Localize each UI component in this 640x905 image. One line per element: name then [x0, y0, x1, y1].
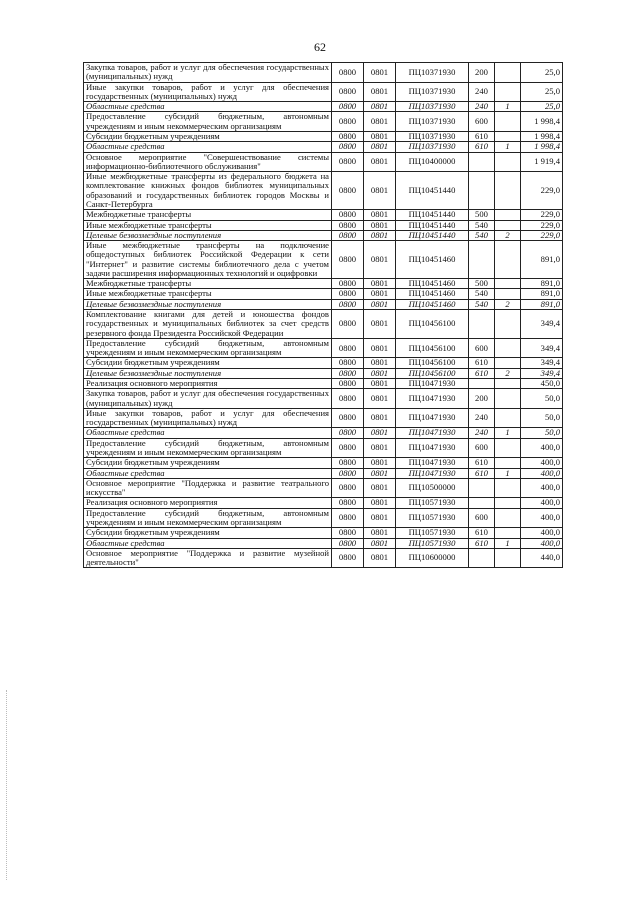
- cell-source-code: [495, 548, 521, 568]
- cell-section: 0800: [332, 368, 364, 378]
- cell-expense-type: 610: [469, 142, 495, 152]
- cell-target-article: ПЦ10371930: [396, 102, 469, 112]
- table-row: [84, 428, 563, 438]
- cell-source-code: [495, 338, 521, 358]
- cell-subsection: 0801: [364, 498, 396, 508]
- cell-amount: 349,4: [521, 368, 563, 378]
- cell-expense-type: 500: [469, 279, 495, 289]
- cell-target-article: ПЦ10471930: [396, 428, 469, 438]
- cell-amount: 891,0: [521, 279, 563, 289]
- cell-expense-type: [469, 172, 495, 210]
- cell-subsection: 0801: [364, 338, 396, 358]
- cell-expense-type: 600: [469, 438, 495, 458]
- cell-target-article: ПЦ10471930: [396, 468, 469, 478]
- cell-source-code: [495, 408, 521, 428]
- cell-amount: 440,0: [521, 548, 563, 568]
- cell-expense-type: 600: [469, 112, 495, 132]
- cell-source-code: [495, 458, 521, 468]
- cell-subsection: 0801: [364, 230, 396, 240]
- cell-subsection: 0801: [364, 82, 396, 102]
- cell-name: Иные межбюджетные трансферты: [84, 220, 332, 230]
- cell-target-article: ПЦ10571930: [396, 498, 469, 508]
- cell-source-code: 2: [495, 230, 521, 240]
- cell-subsection: 0801: [364, 131, 396, 141]
- cell-subsection: 0801: [364, 310, 396, 339]
- cell-amount: 25,0: [521, 102, 563, 112]
- cell-target-article: ПЦ10456100: [396, 368, 469, 378]
- cell-name: Субсидии бюджетным учреждениям: [84, 458, 332, 468]
- cell-name: Иные межбюджетные трансферты на подключение общедоступных библиотек Российской Федерации к сети "Интернет" и развитие системы библиотечного дела с учетом задачи расширения информационных технологий и оцифровки: [84, 241, 332, 279]
- cell-expense-type: 200: [469, 63, 495, 83]
- cell-name: Целевые безвозмездные поступления: [84, 368, 332, 378]
- cell-amount: 50,0: [521, 408, 563, 428]
- cell-section: 0800: [332, 310, 364, 339]
- cell-amount: 891,0: [521, 289, 563, 299]
- cell-amount: 400,0: [521, 478, 563, 498]
- cell-subsection: 0801: [364, 428, 396, 438]
- cell-source-code: [495, 210, 521, 220]
- cell-amount: 50,0: [521, 389, 563, 409]
- cell-expense-type: 610: [469, 468, 495, 478]
- cell-target-article: ПЦ10451460: [396, 289, 469, 299]
- table-row: [84, 389, 563, 409]
- cell-target-article: ПЦ10451460: [396, 279, 469, 289]
- cell-source-code: [495, 152, 521, 172]
- cell-source-code: [495, 508, 521, 528]
- cell-name: Закупка товаров, работ и услуг для обеспечения государственных (муниципальных) нужд: [84, 389, 332, 409]
- cell-subsection: 0801: [364, 368, 396, 378]
- page-number: 62: [314, 40, 326, 54]
- cell-source-code: [495, 279, 521, 289]
- cell-expense-type: 240: [469, 428, 495, 438]
- cell-name: Межбюджетные трансферты: [84, 210, 332, 220]
- table-row: [84, 310, 563, 339]
- cell-name: Предоставление субсидий бюджетным, автономным учреждениям и иным некоммерческим организациям: [84, 112, 332, 132]
- cell-source-code: [495, 220, 521, 230]
- table-row: [84, 478, 563, 498]
- cell-source-code: 1: [495, 468, 521, 478]
- cell-section: 0800: [332, 498, 364, 508]
- cell-expense-type: [469, 152, 495, 172]
- cell-name: Иные межбюджетные трансферты: [84, 289, 332, 299]
- cell-target-article: ПЦ10451440: [396, 230, 469, 240]
- cell-name: Реализация основного мероприятия: [84, 498, 332, 508]
- cell-subsection: 0801: [364, 279, 396, 289]
- table-row: [84, 230, 563, 240]
- cell-expense-type: 540: [469, 299, 495, 309]
- cell-target-article: ПЦ10471930: [396, 458, 469, 468]
- cell-section: 0800: [332, 289, 364, 299]
- cell-expense-type: 610: [469, 538, 495, 548]
- cell-source-code: [495, 358, 521, 368]
- cell-subsection: 0801: [364, 508, 396, 528]
- cell-amount: 229,0: [521, 230, 563, 240]
- cell-name: Целевые безвозмездные поступления: [84, 230, 332, 240]
- cell-section: 0800: [332, 358, 364, 368]
- cell-expense-type: 240: [469, 102, 495, 112]
- cell-source-code: [495, 289, 521, 299]
- cell-expense-type: 610: [469, 368, 495, 378]
- budget-table: [83, 62, 563, 568]
- cell-expense-type: 200: [469, 389, 495, 409]
- cell-name: Областные средства: [84, 468, 332, 478]
- cell-section: 0800: [332, 528, 364, 538]
- budget-table-body: [84, 63, 563, 568]
- cell-amount: 349,4: [521, 310, 563, 339]
- cell-section: 0800: [332, 548, 364, 568]
- cell-section: 0800: [332, 468, 364, 478]
- cell-expense-type: [469, 310, 495, 339]
- cell-name: Предоставление субсидий бюджетным, автономным учреждениям и иным некоммерческим организациям: [84, 508, 332, 528]
- table-row: [84, 498, 563, 508]
- cell-name: Иные закупки товаров, работ и услуг для обеспечения государственных (муниципальных) нужд: [84, 408, 332, 428]
- cell-subsection: 0801: [364, 152, 396, 172]
- cell-subsection: 0801: [364, 63, 396, 83]
- cell-name: Предоставление субсидий бюджетным, автономным учреждениям и иным некоммерческим организациям: [84, 338, 332, 358]
- cell-amount: 400,0: [521, 508, 563, 528]
- cell-section: 0800: [332, 142, 364, 152]
- cell-subsection: 0801: [364, 478, 396, 498]
- table-row: [84, 338, 563, 358]
- cell-source-code: 1: [495, 428, 521, 438]
- cell-subsection: 0801: [364, 389, 396, 409]
- cell-target-article: ПЦ10571930: [396, 528, 469, 538]
- cell-source-code: 2: [495, 299, 521, 309]
- cell-target-article: ПЦ10471930: [396, 379, 469, 389]
- cell-amount: 1 998,4: [521, 112, 563, 132]
- cell-subsection: 0801: [364, 358, 396, 368]
- cell-amount: 400,0: [521, 468, 563, 478]
- cell-expense-type: 610: [469, 131, 495, 141]
- cell-target-article: ПЦ10571930: [396, 508, 469, 528]
- cell-section: 0800: [332, 241, 364, 279]
- table-row: [84, 210, 563, 220]
- cell-source-code: [495, 131, 521, 141]
- cell-expense-type: 240: [469, 82, 495, 102]
- cell-amount: 229,0: [521, 172, 563, 210]
- cell-amount: 450,0: [521, 379, 563, 389]
- table-row: [84, 142, 563, 152]
- cell-target-article: ПЦ10371930: [396, 82, 469, 102]
- cell-target-article: ПЦ10451460: [396, 299, 469, 309]
- cell-source-code: [495, 438, 521, 458]
- cell-subsection: 0801: [364, 210, 396, 220]
- cell-section: 0800: [332, 63, 364, 83]
- cell-section: 0800: [332, 172, 364, 210]
- cell-subsection: 0801: [364, 102, 396, 112]
- table-row: [84, 220, 563, 230]
- cell-subsection: 0801: [364, 408, 396, 428]
- cell-section: 0800: [332, 152, 364, 172]
- cell-section: 0800: [332, 478, 364, 498]
- cell-section: 0800: [332, 379, 364, 389]
- table-row: [84, 508, 563, 528]
- cell-source-code: [495, 112, 521, 132]
- cell-source-code: [495, 528, 521, 538]
- cell-name: Межбюджетные трансферты: [84, 279, 332, 289]
- cell-expense-type: 610: [469, 528, 495, 538]
- cell-name: Иные межбюджетные трансферты из федерального бюджета на комплектование книжных фондов библиотек муниципальных образований и государственных библиотек городов Москвы и Санкт-Петербурга: [84, 172, 332, 210]
- cell-section: 0800: [332, 338, 364, 358]
- cell-expense-type: [469, 548, 495, 568]
- cell-target-article: ПЦ10371930: [396, 142, 469, 152]
- cell-name: Закупка товаров, работ и услуг для обеспечения государственных (муниципальных) нужд: [84, 63, 332, 83]
- cell-subsection: 0801: [364, 438, 396, 458]
- cell-name: Реализация основного мероприятия: [84, 379, 332, 389]
- table-row: [84, 131, 563, 141]
- cell-name: Основное мероприятие "Поддержка и развитие музейной деятельности": [84, 548, 332, 568]
- cell-subsection: 0801: [364, 458, 396, 468]
- cell-amount: 229,0: [521, 210, 563, 220]
- table-row: [84, 438, 563, 458]
- cell-target-article: ПЦ10471930: [396, 438, 469, 458]
- cell-target-article: ПЦ10456100: [396, 310, 469, 339]
- cell-section: 0800: [332, 82, 364, 102]
- cell-expense-type: 540: [469, 220, 495, 230]
- cell-name: Иные закупки товаров, работ и услуг для обеспечения государственных (муниципальных) нужд: [84, 82, 332, 102]
- table-row: [84, 172, 563, 210]
- cell-source-code: [495, 478, 521, 498]
- cell-section: 0800: [332, 230, 364, 240]
- cell-name: Субсидии бюджетным учреждениям: [84, 131, 332, 141]
- cell-section: 0800: [332, 458, 364, 468]
- table-row: [84, 289, 563, 299]
- cell-target-article: ПЦ10471930: [396, 389, 469, 409]
- cell-target-article: ПЦ10456100: [396, 358, 469, 368]
- table-row: [84, 538, 563, 548]
- cell-source-code: [495, 379, 521, 389]
- cell-expense-type: [469, 379, 495, 389]
- cell-name: Основное мероприятие "Поддержка и развитие театрального искусства": [84, 478, 332, 498]
- table-row: [84, 279, 563, 289]
- cell-source-code: [495, 82, 521, 102]
- cell-subsection: 0801: [364, 468, 396, 478]
- cell-section: 0800: [332, 538, 364, 548]
- cell-name: Областные средства: [84, 538, 332, 548]
- cell-section: 0800: [332, 112, 364, 132]
- cell-section: 0800: [332, 131, 364, 141]
- cell-expense-type: [469, 241, 495, 279]
- cell-amount: 400,0: [521, 498, 563, 508]
- cell-expense-type: 540: [469, 289, 495, 299]
- cell-section: 0800: [332, 299, 364, 309]
- cell-target-article: ПЦ10451440: [396, 220, 469, 230]
- cell-amount: 349,4: [521, 358, 563, 368]
- cell-target-article: ПЦ10600000: [396, 548, 469, 568]
- cell-name: Областные средства: [84, 142, 332, 152]
- cell-subsection: 0801: [364, 299, 396, 309]
- cell-amount: 1 998,4: [521, 131, 563, 141]
- cell-source-code: [495, 63, 521, 83]
- cell-name: Предоставление субсидий бюджетным, автономным учреждениям и иным некоммерческим организациям: [84, 438, 332, 458]
- cell-section: 0800: [332, 210, 364, 220]
- cell-source-code: 1: [495, 538, 521, 548]
- cell-expense-type: 240: [469, 408, 495, 428]
- cell-amount: 400,0: [521, 458, 563, 468]
- cell-target-article: ПЦ10456100: [396, 338, 469, 358]
- cell-name: Субсидии бюджетным учреждениям: [84, 528, 332, 538]
- table-row: [84, 358, 563, 368]
- cell-source-code: [495, 310, 521, 339]
- cell-subsection: 0801: [364, 241, 396, 279]
- table-row: [84, 368, 563, 378]
- cell-subsection: 0801: [364, 289, 396, 299]
- cell-target-article: ПЦ10451440: [396, 210, 469, 220]
- table-row: [84, 112, 563, 132]
- cell-amount: 1 998,4: [521, 142, 563, 152]
- cell-section: 0800: [332, 508, 364, 528]
- cell-expense-type: 600: [469, 338, 495, 358]
- cell-name: Комплектование книгами для детей и юношества фондов государственных и муниципальных библиотек за счет средств резервного фонда Президента Российской Федерации: [84, 310, 332, 339]
- cell-expense-type: 610: [469, 458, 495, 468]
- table-row: [84, 102, 563, 112]
- cell-section: 0800: [332, 428, 364, 438]
- cell-expense-type: 500: [469, 210, 495, 220]
- cell-source-code: 1: [495, 102, 521, 112]
- cell-subsection: 0801: [364, 538, 396, 548]
- cell-name: Основное мероприятие "Совершенствование системы информационно-библиотечного обслуживания": [84, 152, 332, 172]
- cell-target-article: ПЦ10451440: [396, 172, 469, 210]
- cell-source-code: [495, 389, 521, 409]
- cell-subsection: 0801: [364, 548, 396, 568]
- cell-amount: 400,0: [521, 528, 563, 538]
- cell-name: Областные средства: [84, 428, 332, 438]
- cell-subsection: 0801: [364, 112, 396, 132]
- cell-amount: 229,0: [521, 220, 563, 230]
- cell-source-code: 2: [495, 368, 521, 378]
- cell-amount: 50,0: [521, 428, 563, 438]
- cell-expense-type: 610: [469, 358, 495, 368]
- cell-target-article: ПЦ10400000: [396, 152, 469, 172]
- cell-amount: 891,0: [521, 299, 563, 309]
- cell-source-code: [495, 172, 521, 210]
- table-row: [84, 63, 563, 83]
- table-row: [84, 408, 563, 428]
- cell-amount: 400,0: [521, 438, 563, 458]
- cell-target-article: ПЦ10451460: [396, 241, 469, 279]
- cell-amount: 1 919,4: [521, 152, 563, 172]
- cell-amount: 400,0: [521, 538, 563, 548]
- cell-source-code: [495, 241, 521, 279]
- cell-target-article: ПЦ10371930: [396, 63, 469, 83]
- table-row: [84, 82, 563, 102]
- cell-source-code: 1: [495, 142, 521, 152]
- cell-section: 0800: [332, 408, 364, 428]
- cell-target-article: ПЦ10371930: [396, 112, 469, 132]
- cell-section: 0800: [332, 279, 364, 289]
- table-row: [84, 468, 563, 478]
- table-row: [84, 241, 563, 279]
- cell-source-code: [495, 498, 521, 508]
- table-row: [84, 152, 563, 172]
- cell-subsection: 0801: [364, 528, 396, 538]
- cell-expense-type: 600: [469, 508, 495, 528]
- cell-section: 0800: [332, 438, 364, 458]
- table-row: [84, 379, 563, 389]
- cell-subsection: 0801: [364, 220, 396, 230]
- cell-section: 0800: [332, 102, 364, 112]
- cell-expense-type: 540: [469, 230, 495, 240]
- cell-section: 0800: [332, 389, 364, 409]
- cell-section: 0800: [332, 220, 364, 230]
- cell-amount: 349,4: [521, 338, 563, 358]
- cell-target-article: ПЦ10371930: [396, 131, 469, 141]
- cell-subsection: 0801: [364, 379, 396, 389]
- cell-subsection: 0801: [364, 142, 396, 152]
- cell-target-article: ПЦ10571930: [396, 538, 469, 548]
- cell-amount: 891,0: [521, 241, 563, 279]
- table-row: [84, 528, 563, 538]
- cell-name: Целевые безвозмездные поступления: [84, 299, 332, 309]
- cell-name: Областные средства: [84, 102, 332, 112]
- scan-margin-marks: [6, 690, 9, 880]
- cell-target-article: ПЦ10471930: [396, 408, 469, 428]
- cell-target-article: ПЦ10500000: [396, 478, 469, 498]
- cell-subsection: 0801: [364, 172, 396, 210]
- cell-amount: 25,0: [521, 63, 563, 83]
- table-row: [84, 458, 563, 468]
- table-row: [84, 548, 563, 568]
- cell-expense-type: [469, 498, 495, 508]
- cell-expense-type: [469, 478, 495, 498]
- table-row: [84, 299, 563, 309]
- cell-name: Субсидии бюджетным учреждениям: [84, 358, 332, 368]
- cell-amount: 25,0: [521, 82, 563, 102]
